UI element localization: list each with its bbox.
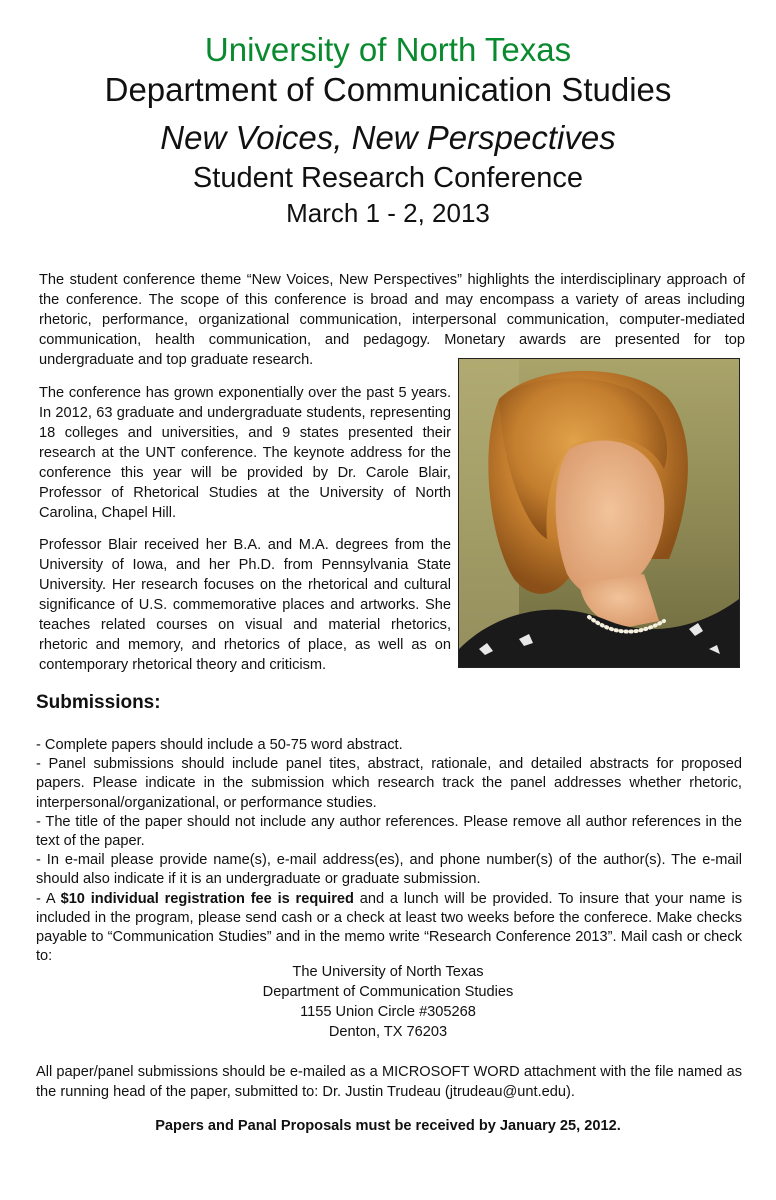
fee-prefix: - A	[36, 890, 61, 907]
university-name: University of North Texas	[204, 31, 572, 68]
submission-rule-fee	[36, 890, 742, 967]
intro-paragraph-3: Professor Blair received her B.A. and M.A. degrees from the University of Iowa, and her Ph.D. from Pennsylvania State University. Her research focuses on the rhetorical and cultural significance of U.S. commemorative places and artworks. She teaches related courses on visual and material rhetorics, rhetoric and memory, and rhetorics of place, as well as on contemporary rhetorical theory and criticism.	[39, 537, 451, 673]
mailing-address	[0, 962, 776, 1042]
department-name: Department of Communication Studies	[104, 71, 672, 108]
conference-subtitle: Student Research Conference	[192, 162, 584, 194]
submission-instructions: All paper/panel submissions should be e-mailed as a MICROSOFT WORD attachment with the file named as the running head of the paper, submitted to: Dr. Justin Trudeau (jtrudeau@unt.edu).	[36, 1064, 742, 1100]
deadline-notice: Papers and Panal Proposals must be received by January 25, 2012.	[155, 1118, 621, 1134]
submission-rule: - In e-mail please provide name(s), e-mail address(es), and phone number(s) of the author(s). The e-mail should also indicate if it is an undergraduate or graduate submission.	[36, 852, 742, 888]
address-line: 1155 Union Circle #305268	[300, 1004, 476, 1020]
fee-amount: $10 individual registration fee is required	[60, 890, 354, 907]
submissions-list	[36, 736, 742, 966]
submission-rule: - Complete papers should include a 50-75 word abstract.	[36, 737, 403, 753]
intro-paragraph-1: The student conference theme “New Voices, New Perspectives” highlights the interdisciplinary approach of the conference. The scope of this conference is broad and may encompass a variety of areas including rhetoric, performance, organizational communication, interpersonal communication, computer-mediated communication, health communication, and pedagogy. Monetary awards are presented for top undergraduate and top graduate research.	[39, 272, 745, 368]
submissions-heading: Submissions:	[36, 692, 161, 713]
flyer-header	[0, 30, 776, 230]
fee-details: and a lunch will be provided. To insure that your name is included in the program, please send cash or a check at least two weeks before the conferece. Make checks payable to “Communication Studies” and in the memo write “Research Conference 2013”. Mail cash or check to:	[36, 890, 743, 965]
submission-rule: - Panel submissions should include panel tites, abstract, rationale, and detailed abstracts for proposed papers. Please indicate in the submission which research track the panel addresses whether rhetoric, interpersonal/organizational, or performance studies.	[36, 756, 742, 811]
conference-title: New Voices, New Perspectives	[160, 119, 616, 156]
submission-rule: - The title of the paper should not include any author references. Please remove all author references in the text of the paper.	[36, 813, 742, 850]
intro-paragraph-2: The conference has grown exponentially over the past 5 years. In 2012, 63 graduate and undergraduate students, representing 18 colleges and universities, and 9 states presented their research at the UNT conference. The keynote address for the conference this year will be provided by Dr. Carole Blair, Professor of Rhetorical Studies at the University of North Carolina, Chapel Hill.	[39, 385, 451, 521]
keynote-speaker-photo	[458, 358, 740, 668]
address-line: Denton, TX 76203	[328, 1024, 448, 1040]
address-line: The University of North Texas	[292, 964, 484, 980]
address-line: Department of Communication Studies	[262, 984, 514, 1000]
conference-date: March 1 - 2, 2013	[286, 198, 490, 228]
